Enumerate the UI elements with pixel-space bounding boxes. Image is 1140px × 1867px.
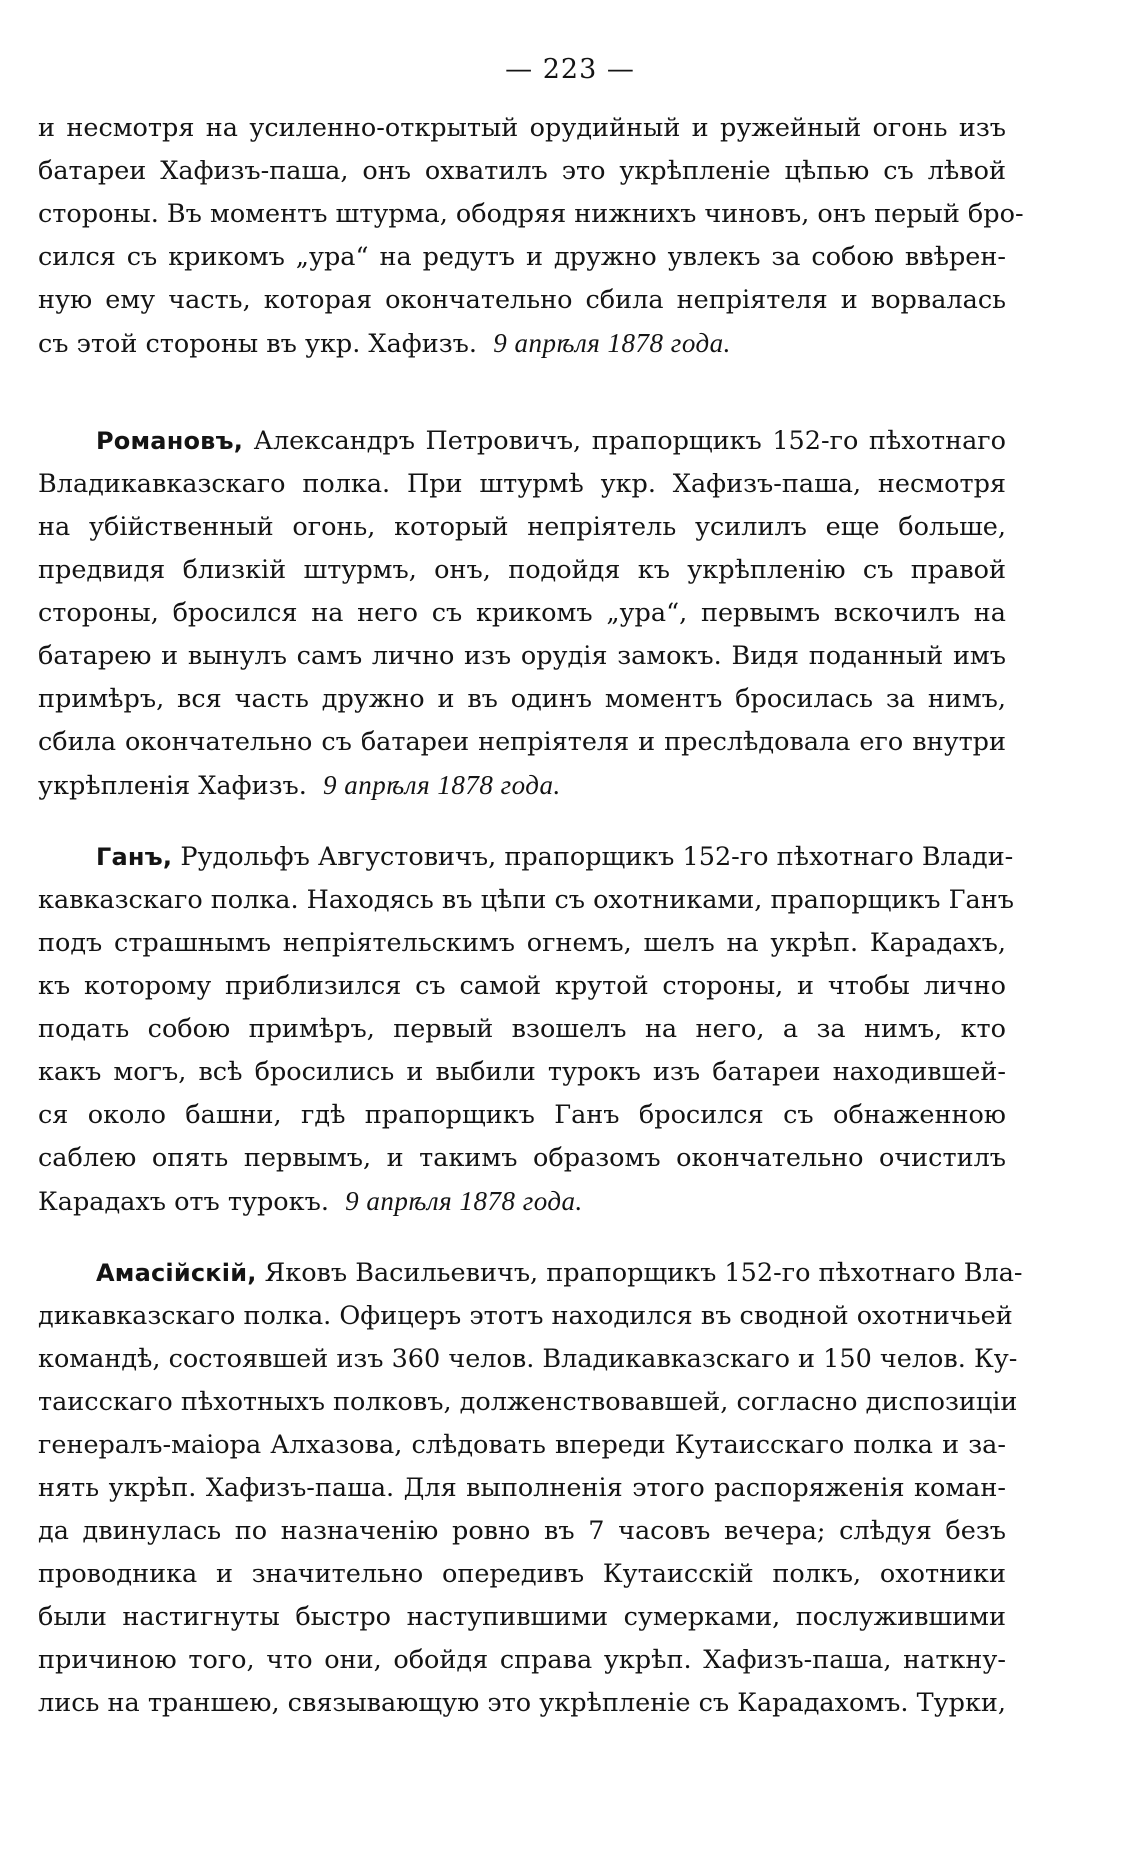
text-line: были настигнуты быстро наступившими сумерками, послужившими xyxy=(38,1602,1006,1632)
text-fragment: Александръ Петровичъ, прапорщикъ 152-го пѣхотнаго xyxy=(253,426,1006,456)
text-line: подъ страшнымъ непріятельскимъ огнемъ, шелъ на укрѣп. Карадахъ, xyxy=(38,928,1006,958)
text-line: какъ могъ, всѣ бросились и выбили турокъ изъ батареи находившей- xyxy=(38,1057,1006,1087)
text-line: ную ему часть, которая окончательно сбила непріятеля и ворвалась xyxy=(38,285,1006,315)
text-line: саблею опять первымъ, и такимъ образомъ окончательно очистилъ xyxy=(38,1143,1006,1173)
text-line-last xyxy=(38,322,1006,365)
text-line-first xyxy=(38,1252,1023,1295)
text-line: предвидя близкій штурмъ, онъ, подойдя къ укрѣпленію съ правой xyxy=(38,555,1006,585)
person-name: Ганъ, xyxy=(96,843,173,871)
text-line: командѣ, состоявшей изъ 360 челов. Владикавказскаго и 150 челов. Ку- xyxy=(38,1344,1018,1374)
text-line: причиною того, что они, обойдя справа укрѣп. Хафизъ-паша, наткну- xyxy=(38,1645,1006,1675)
text-fragment: Яковъ Васильевичъ, прапорщикъ 152-го пѣхотнаго Вла- xyxy=(264,1258,1023,1288)
person-name: Романовъ, xyxy=(96,427,244,455)
award-date: 9 апрѣля 1878 года. xyxy=(345,1186,583,1216)
text-line: Владикавказскаго полка. При штурмѣ укр. Хафизъ-паша, несмотря xyxy=(38,469,1006,499)
text-line: и несмотря на усиленно-открытый орудийный и ружейный огонь изъ xyxy=(38,113,1006,143)
text-line: сился съ крикомъ „ура“ на редутъ и дружно увлекъ за собою ввѣрен- xyxy=(38,242,1006,272)
text-line: дикавказскаго полка. Офицеръ этотъ находился въ сводной охотничьей xyxy=(38,1301,1013,1331)
text-line: примѣръ, вся часть дружно и въ одинъ моментъ бросилась за нимъ, xyxy=(38,684,1006,714)
text-line: къ которому приблизился съ самой крутой стороны, и чтобы лично xyxy=(38,971,1006,1001)
text-line: генералъ-маіора Алхазова, слѣдовать впереди Кутаисскаго полка и за- xyxy=(38,1430,1006,1460)
text-line: да двинулась по назначенію ровно въ 7 часовъ вечера; слѣдуя безъ xyxy=(38,1516,1006,1546)
text-line-last xyxy=(38,764,1006,807)
text-fragment: укрѣпленія Хафизъ. xyxy=(38,771,307,801)
text-line-first xyxy=(38,420,1006,463)
page-number: — 223 — xyxy=(505,54,635,85)
award-date: 9 апрѣля 1878 года. xyxy=(493,328,731,358)
text-line: стороны, бросился на него съ крикомъ „ура“, первымъ вскочилъ на xyxy=(38,598,1006,628)
text-fragment: Карадахъ отъ турокъ. xyxy=(38,1187,329,1217)
text-line: кавказскаго полка. Находясь въ цѣпи съ охотниками, прапорщикъ Ганъ xyxy=(38,885,1014,915)
text-line-first xyxy=(38,836,1014,879)
text-line: стороны. Въ моментъ штурма, ободряя нижнихъ чиновъ, онъ перый бро- xyxy=(38,199,1024,229)
text-line: батарею и вынулъ самъ лично изъ орудія замокъ. Видя поданный имъ xyxy=(38,641,1006,671)
text-line: батареи Хафизъ-паша, онъ охватилъ это укрѣпленіе цѣпью съ лѣвой xyxy=(38,156,1006,186)
text-line-last xyxy=(38,1180,1006,1223)
paragraph-continuation xyxy=(38,107,1024,365)
paragraph-amasiysky xyxy=(38,1252,1023,1725)
text-line: таисскаго пѣхотныхъ полковъ, долженствовавшей, согласно диспозиціи xyxy=(38,1387,1018,1417)
paragraph-romanov xyxy=(38,420,1006,807)
text-fragment: съ этой стороны въ укр. Хафизъ. xyxy=(38,329,477,359)
text-line: проводника и значительно опередивъ Кутаисскій полкъ, охотники xyxy=(38,1559,1006,1589)
person-name: Амасійскій, xyxy=(96,1259,257,1287)
award-date: 9 апрѣля 1878 года. xyxy=(323,770,561,800)
text-line: нять укрѣп. Хафизъ-паша. Для выполненія этого распоряженія коман- xyxy=(38,1473,1006,1503)
text-line: лись на траншею, связывающую это укрѣпленіе съ Карадахомъ. Турки, xyxy=(38,1688,1006,1718)
text-line: на убійственный огонь, который непріятель усилилъ еще больше, xyxy=(38,512,1006,542)
text-line: подать собою примѣръ, первый взошелъ на него, а за нимъ, кто xyxy=(38,1014,1006,1044)
paragraph-gan xyxy=(38,836,1014,1223)
text-line: ся около башни, гдѣ прапорщикъ Ганъ бросился съ обнаженною xyxy=(38,1100,1006,1130)
text-fragment: Рудольфъ Августовичъ, прапорщикъ 152-го пѣхотнаго Влади- xyxy=(180,842,1014,872)
text-line: сбила окончательно съ батареи непріятеля и преслѣдовала его внутри xyxy=(38,727,1006,757)
